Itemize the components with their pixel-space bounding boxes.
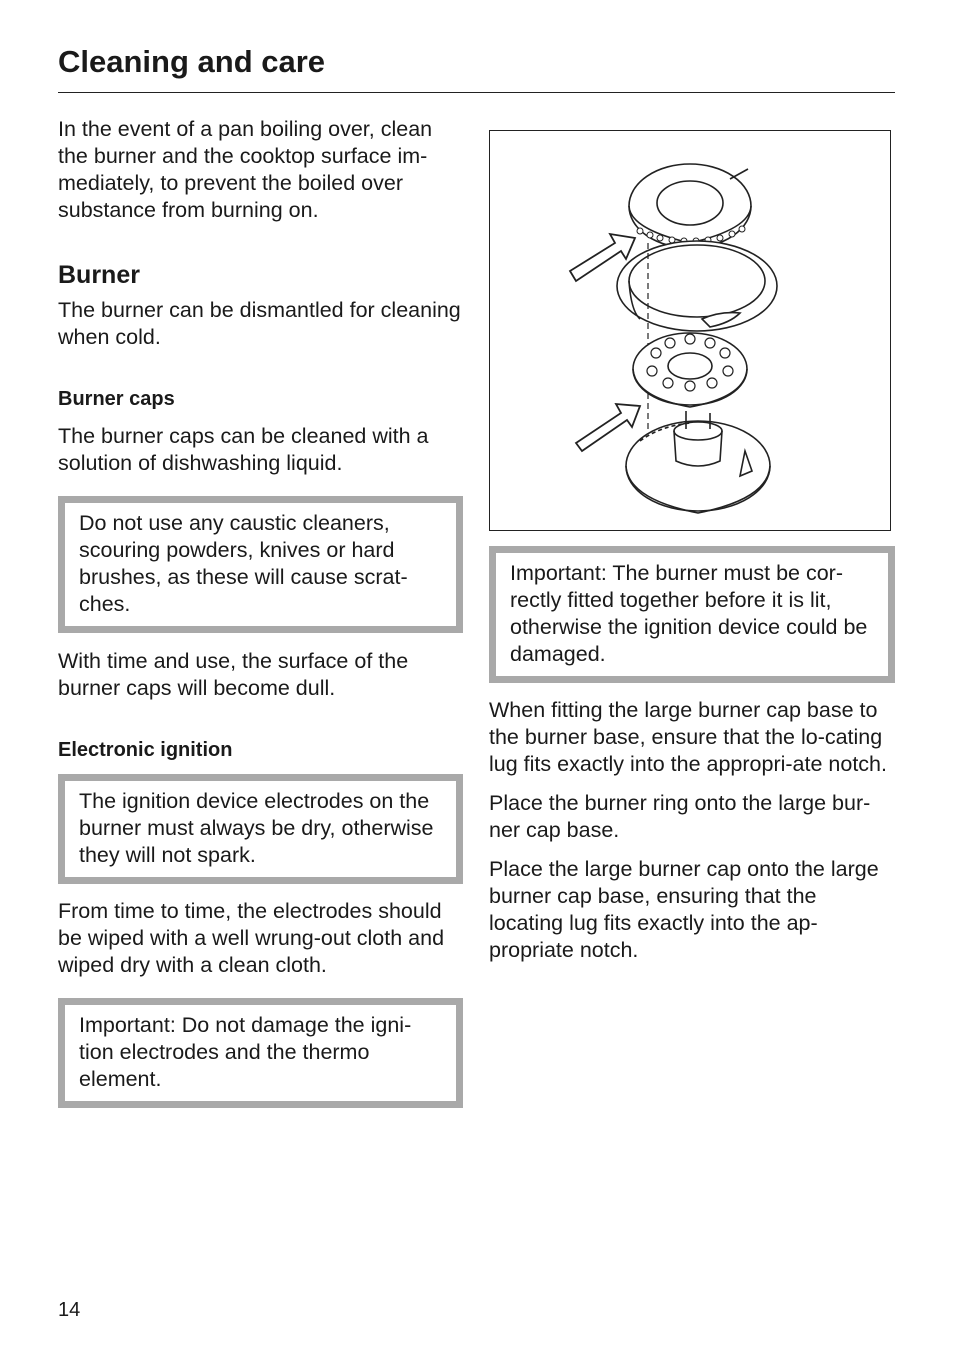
electrodes-important-text: Important: Do not damage the igni-tion electrodes and the thermo element. xyxy=(79,1013,412,1091)
burner-fit-warning-box xyxy=(489,546,895,683)
title-divider xyxy=(58,92,895,93)
electrodes-dry-warning-text: The ignition device electrodes on the burner must always be dry, otherwise they will not spark. xyxy=(79,789,434,867)
electrodes-dry-warning-box xyxy=(58,774,463,884)
fitting-step-1: When fitting the large burner cap base to the burner base, ensure that the lo-cating lug fits exactly into the appropri-ate notch. xyxy=(489,698,887,776)
electronic-ignition-heading: Electronic ignition xyxy=(58,739,233,761)
fitting-step-2: Place the burner ring onto the large bur-ner cap base. xyxy=(489,791,871,842)
burner-assembly-diagram-icon xyxy=(490,131,890,529)
burner-heading: Burner xyxy=(58,261,140,289)
burner-paragraph: The burner can be dismantled for cleaning when cold. xyxy=(58,298,461,349)
caustic-cleaners-warning-text: Do not use any caustic cleaners, scouring powders, knives or hard brushes, as these will cause scrat-ches. xyxy=(79,511,408,616)
burner-assembly-figure xyxy=(489,130,891,531)
burner-caps-paragraph: The burner caps can be cleaned with a solution of dishwashing liquid. xyxy=(58,424,429,475)
electrodes-wipe-paragraph: From time to time, the electrodes should be wiped with a well wrung-out cloth and wiped dry with a clean cloth. xyxy=(58,899,445,977)
caustic-cleaners-warning-box xyxy=(58,496,463,633)
fitting-step-3: Place the large burner cap onto the large burner cap base, ensuring that the locating lug fits exactly into the ap-propriate notch. xyxy=(489,857,879,962)
electrodes-important-box xyxy=(58,998,463,1108)
page-number: 14 xyxy=(58,1299,81,1321)
burner-caps-heading: Burner caps xyxy=(58,388,175,410)
burner-fit-warning-text: Important: The burner must be cor-rectly fitted together before it is lit, otherwise the ignition device could be damaged. xyxy=(510,561,868,666)
intro-paragraph: In the event of a pan boiling over, clean the burner and the cooktop surface im-mediately, to prevent the boiled over substance from burning on. xyxy=(58,117,433,222)
left-column xyxy=(58,116,463,1108)
page-title: Cleaning and care xyxy=(58,44,326,79)
right-column xyxy=(489,130,895,964)
burner-caps-dull-paragraph: With time and use, the surface of the burner caps will become dull. xyxy=(58,649,409,700)
